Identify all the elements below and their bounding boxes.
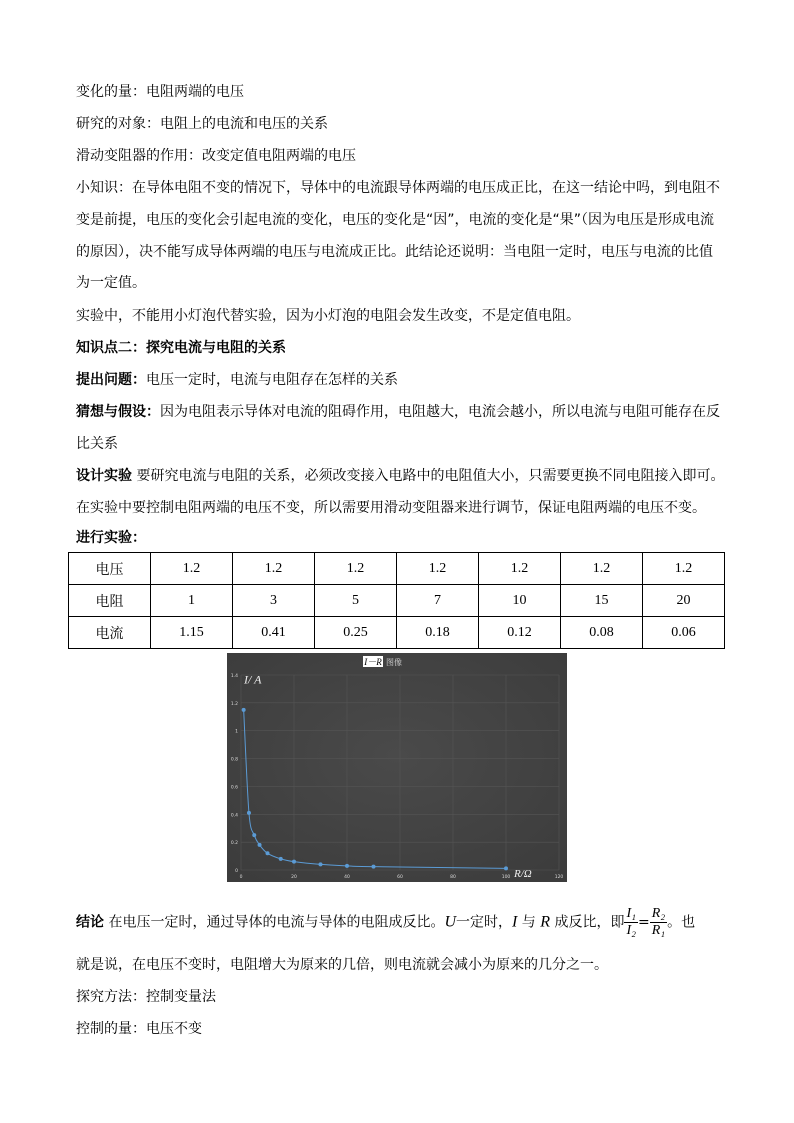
table-cell: 3 <box>233 585 315 617</box>
frac-i2: I₂ <box>626 923 637 938</box>
question-text: 电压一定时，电流与电阻存在怎样的关系 <box>146 372 398 388</box>
table-cell: 0.18 <box>397 617 479 649</box>
tip-line-3: 的原因），决不能写成导体两端的电压与电流成正比。此结论还说明：当电阻一定时，电压与电流的比值 <box>76 244 713 260</box>
table-cell: 0.08 <box>561 617 643 649</box>
symbol-i: I <box>512 913 518 931</box>
conclusion-line-1 <box>76 906 695 939</box>
table-cell: 5 <box>315 585 397 617</box>
tip-line-1: 小知识：在导体电阻不变的情况下，导体中的电流跟导体两端的电压成正比，在这一结论中吗，到电阻不 <box>76 180 720 196</box>
data-point <box>345 864 349 868</box>
text-line-varied-quantity: 变化的量：电阻两端的电压 <box>76 84 244 100</box>
frac-r1: R₁ <box>651 923 666 938</box>
x-tick-label: 20 <box>291 875 297 880</box>
design-label: 设计实验 <box>76 468 132 484</box>
conclusion-line-2: 就是说，在电压不变时，电阻增大为原来的几倍，则电流就会减小为原来的几分之一。 <box>76 957 608 973</box>
design-line-1 <box>76 466 724 486</box>
x-tick-label: 120 <box>554 875 564 880</box>
data-point <box>258 843 262 847</box>
fraction-r2-r1 <box>650 906 667 939</box>
table-cell: 1.2 <box>151 553 233 585</box>
hypothesis-label: 猜想与假设： <box>76 404 160 420</box>
table-cell: 1.2 <box>233 553 315 585</box>
controlled-line: 控制的量：电压不变 <box>76 1021 202 1037</box>
data-point <box>292 860 296 864</box>
table-cell: 1.2 <box>397 553 479 585</box>
tip-line-4: 为一定值。 <box>76 275 146 291</box>
chart-title-math: I－R <box>364 657 382 667</box>
hypothesis-text-1: 因为电阻表示导体对电流的阻碍作用，电阻越大，电流会越小，所以电流与电阻可能存在反 <box>160 404 720 420</box>
data-point <box>504 866 508 870</box>
table-cell: 0.41 <box>233 617 315 649</box>
y-tick-label: 0.2 <box>230 841 238 847</box>
table-row <box>69 553 725 585</box>
i-r-chart <box>227 653 567 882</box>
table-cell: 10 <box>479 585 561 617</box>
y-tick-label: 1.4 <box>230 674 238 679</box>
frac-r2: R₂ <box>651 906 666 921</box>
table-cell: 15 <box>561 585 643 617</box>
y-tick-label: 0.6 <box>230 785 238 791</box>
table-cell: 1.2 <box>315 553 397 585</box>
equals-sign: = <box>638 914 650 931</box>
conclusion-text-4: 成反比，即 <box>550 914 625 931</box>
question-line <box>76 370 398 390</box>
y-tick-label: 1 <box>235 729 238 735</box>
question-label: 提出问题： <box>76 372 146 388</box>
tip-line-2: 变是前提，电压的变化会引起电流的变化，电压的变化是“因”，电流的变化是“果”（因为电压是形成电流 <box>76 212 715 228</box>
table-cell: 0.06 <box>643 617 725 649</box>
chart-title-suffix: 图像 <box>386 658 402 667</box>
data-point <box>247 811 251 815</box>
row-header: 电阻 <box>69 585 151 617</box>
hypothesis-line-1 <box>76 402 720 422</box>
data-table <box>68 552 725 649</box>
row-header: 电流 <box>69 617 151 649</box>
y-tick-label: 1.2 <box>230 701 238 707</box>
frac-i1: I₁ <box>626 906 637 921</box>
conclusion-label: 结论 <box>76 914 104 931</box>
experiment-label: 进行实验： <box>76 530 146 546</box>
y-tick-label: 0.4 <box>230 813 238 819</box>
row-header: 电压 <box>69 553 151 585</box>
section-title: 知识点二：探究电流与电阻的关系 <box>76 340 286 356</box>
symbol-r: R <box>540 913 551 931</box>
conclusion-text-1: 在电压一定时，通过导体的电流与导体的电阻成反比。 <box>104 914 445 931</box>
table-cell: 0.12 <box>479 617 561 649</box>
y-tick-label: 0.8 <box>230 757 238 763</box>
x-axis-label: R/Ω <box>514 868 532 880</box>
data-point <box>266 851 270 855</box>
table-row <box>69 585 725 617</box>
chart-svg <box>227 653 567 882</box>
data-point <box>252 833 256 837</box>
chart-background <box>227 653 567 882</box>
data-point <box>279 857 283 861</box>
table-cell: 1.2 <box>561 553 643 585</box>
data-point <box>319 862 323 866</box>
table-cell: 1 <box>151 585 233 617</box>
x-tick-label: 40 <box>344 875 350 880</box>
hypothesis-line-2: 比关系 <box>76 436 118 452</box>
text-line-rheostat-role: 滑动变阻器的作用：改变定值电阻两端的电压 <box>76 148 356 164</box>
x-tick-label: 60 <box>397 875 403 880</box>
x-tick-label: 80 <box>450 875 456 880</box>
note-line: 实验中，不能用小灯泡代替实验，因为小灯泡的电阻会发生改变，不是定值电阻。 <box>76 308 580 324</box>
y-axis-label: I/ A <box>244 672 262 687</box>
conclusion-text-5: 。也 <box>667 914 696 931</box>
table-cell: 1.2 <box>479 553 561 585</box>
design-text-1: 要研究电流与电阻的关系，必须改变接入电路中的电阻值大小，只需要更换不同电阻接入即可。 <box>132 468 725 484</box>
data-point <box>372 865 376 869</box>
conclusion-text-3: 与 <box>517 914 541 931</box>
table-cell: 7 <box>397 585 479 617</box>
text-line-research-object: 研究的对象：电阻上的电流和电压的关系 <box>76 116 328 132</box>
conclusion-text-2: 一定时， <box>456 914 513 931</box>
symbol-u: U <box>444 913 457 931</box>
table-cell: 1.15 <box>151 617 233 649</box>
fraction-i1-i2 <box>624 906 638 939</box>
x-tick-label: 0 <box>239 875 243 880</box>
table-row <box>69 617 725 649</box>
table-cell: 1.2 <box>643 553 725 585</box>
x-tick-label: 100 <box>501 875 511 880</box>
design-line-2: 在实验中要控制电阻两端的电压不变，所以需要用滑动变阻器来进行调节，保证电阻两端的电压不变。 <box>76 500 706 516</box>
y-tick-label: 0 <box>235 869 238 874</box>
table-cell: 0.25 <box>315 617 397 649</box>
table-cell: 20 <box>643 585 725 617</box>
data-point <box>242 708 246 712</box>
method-line: 探究方法：控制变量法 <box>76 989 216 1005</box>
